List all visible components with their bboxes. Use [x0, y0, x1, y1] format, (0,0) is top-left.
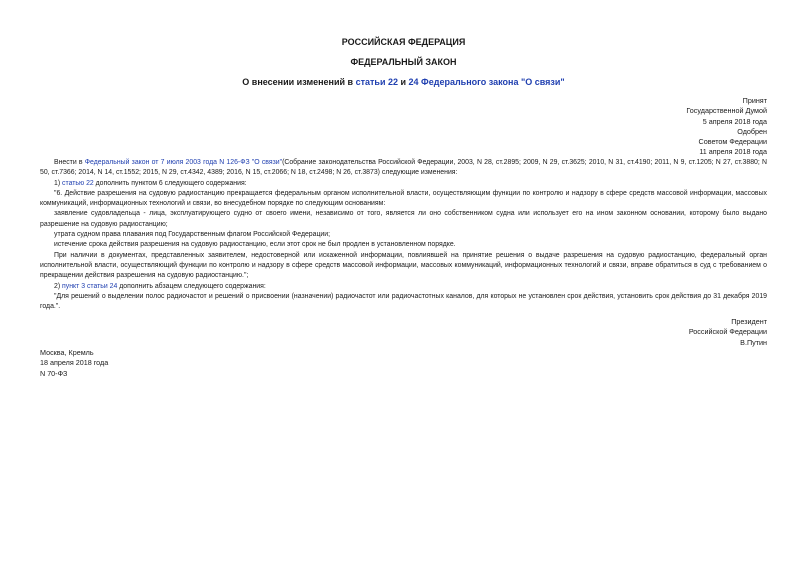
signature-title: Президент: [731, 317, 767, 326]
adoption-approved: Одобрен: [737, 126, 767, 136]
law-title: [0, 77, 807, 87]
signature-block: [689, 317, 767, 348]
adoption-duma-date: 5 апреля 2018 года: [702, 116, 767, 126]
item-2: [40, 282, 767, 292]
link-article-22[interactable]: статью 22: [62, 179, 94, 187]
title-prefix: О внесении изменений в: [242, 77, 356, 87]
footer-number: N 70-ФЗ: [40, 368, 68, 378]
adoption-federation-council: Советом Федерации: [698, 137, 767, 147]
footer-place: Москва, Кремль: [40, 348, 94, 357]
item2-post: дополнить абзацем следующего содержания:: [117, 282, 266, 290]
intro-pre: Внести в: [54, 159, 85, 166]
law-type-heading: ФЕДЕРАЛЬНЫЙ ЗАКОН: [350, 57, 457, 67]
paragraph-owner-statement: заявление судовладельца - лица, эксплуатирующего судно от своего имени, независимо от того, является ли оно собственником судна или использует его на ином законном основании, которому было выдано разрешение на судовую радиостанцию;: [40, 210, 767, 228]
title-link-article-22[interactable]: статьи 22: [355, 77, 398, 87]
adoption-duma: Государственной Думой: [686, 106, 767, 116]
intro-post: (Собрание законодательства Российской Федерации, 2003, N 28, ст.2895; 2009, N 29, ст.3625; 2010, N 31, ст.4190; 2011, N 9, ст.1205; N 27, ст.3880; N 50, ст.7366; 2014, N 14, ст.1552; 2015, N 29, ст.4342, 4389; 2016, N 15, ст.2066; N 18, ст.2498; N 26, ст.3873) следующие изменения:: [40, 159, 767, 177]
paragraph-flag-loss: утрата судном права плавания под Государственным флагом Российской Федерации;: [54, 231, 331, 239]
adoption-council-date: 11 апреля 2018 года: [699, 147, 767, 157]
item1-pre: 1): [54, 179, 63, 187]
signature-name: В.Путин: [740, 337, 767, 347]
signature-country: Российской Федерации: [688, 327, 767, 337]
paragraph-6: "6. Действие разрешения на судовую радиостанцию прекращается федеральным органом исполнительной власти, осуществляющим функции по контролю и надзору в сфере средств массовой информации, массовых коммуникаций, информационных технологий и связи, во внесудебном порядке по следующим основаниям:: [40, 189, 767, 208]
law-body: [40, 158, 767, 312]
paragraph-false-info: При наличии в документах, представленных заявителем, недостоверной или искаженной информации, повлиявшей на принятие решения о выдаче разрешения на судовую радиостанцию, федеральный орган исполнительной власти, осуществляющий функции по контролю и надзору в сфере средств массовой информации, массовых коммуникаций, информационных технологий и связи, вправе обратиться в суд с требованием о прекращении действия разрешения на судовую радиостанцию.";: [40, 251, 767, 280]
paragraph-expiry: истечение срока действия разрешения на судовую радиостанцию, если этот срок не был продлен в установленном порядке.: [54, 241, 456, 249]
link-federal-law-126[interactable]: Федеральный закон от 7 июля 2003 года N 126-ФЗ "О связи": [84, 159, 283, 166]
item1-post: дополнить пунктом 6 следующего содержания:: [93, 179, 247, 187]
country-heading: РОССИЙСКАЯ ФЕДЕРАЦИЯ: [341, 37, 466, 47]
intro-paragraph: [40, 158, 767, 179]
footer-block: [40, 348, 108, 379]
title-and: и: [398, 77, 409, 87]
title-link-article-24[interactable]: 24 Федерального закона "О связи": [408, 77, 565, 87]
item-1: [40, 179, 767, 189]
link-article-24-point-3[interactable]: пункт 3 статьи 24: [62, 282, 118, 290]
paragraph-frequency-decisions: "Для решений о выделении полос радиочастот и решений о присвоении (назначении) радиочастот или радиочастотных каналов, для которых не установлен срок действия, установить срок действия до 31 декабря 2019 года.".: [40, 292, 767, 311]
footer-date: 18 апреля 2018 года: [40, 358, 109, 368]
adoption-block: [686, 96, 767, 158]
item2-pre: 2): [54, 282, 63, 290]
adoption-accepted: Принят: [742, 96, 767, 105]
